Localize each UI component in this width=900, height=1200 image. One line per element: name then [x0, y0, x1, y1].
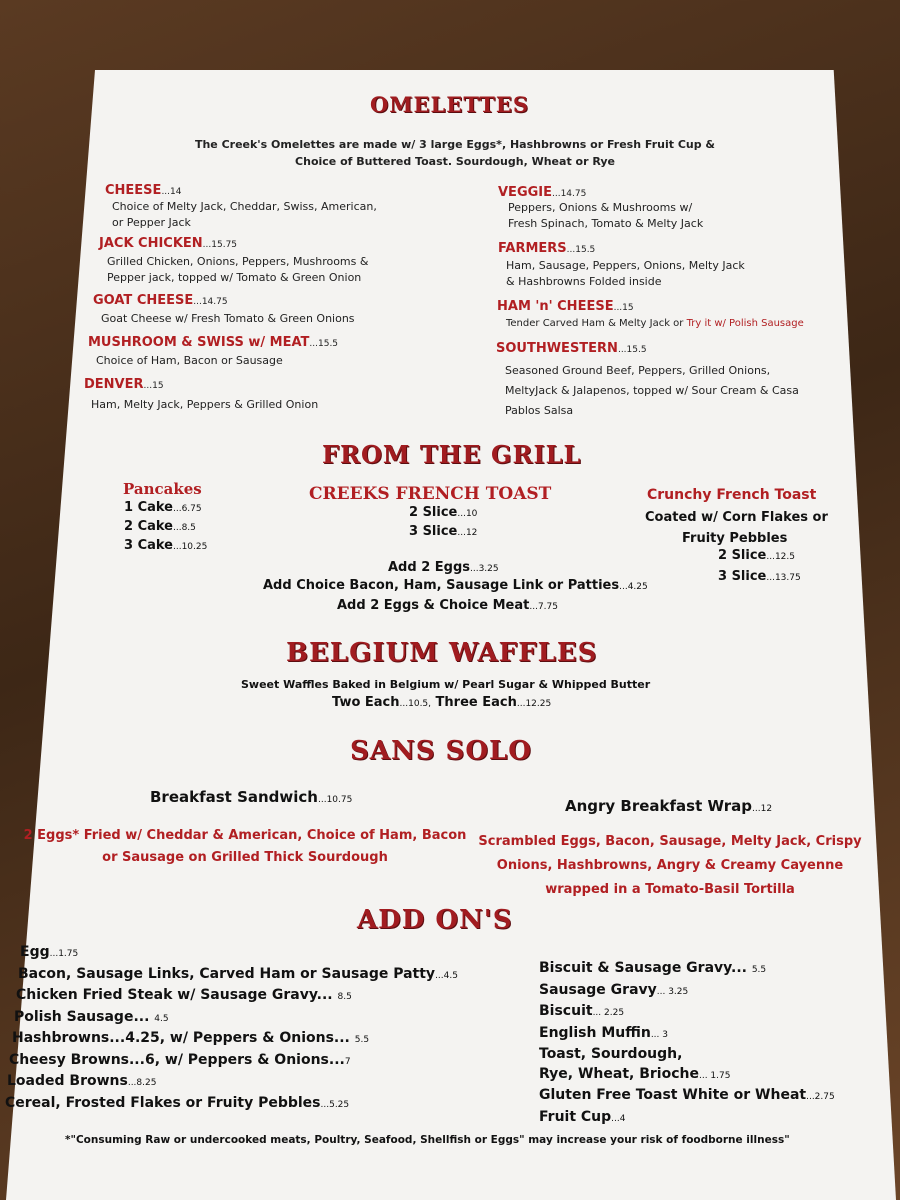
creeks-french-toast-prices: 2 Slice...10 3 Slice...12 [409, 505, 478, 539]
item-goat-cheese-desc: Goat Cheese w/ Fresh Tomato & Green Onions [101, 312, 355, 325]
add-on-item: English Muffin... 3 [539, 1024, 668, 1041]
item-goat-cheese: GOAT CHEESE...14.75 [93, 293, 228, 308]
item-mushroom-swiss-desc: Choice of Ham, Bacon or Sausage [96, 354, 283, 367]
item-mushroom-swiss: MUSHROOM & SWISS w/ MEAT...15.5 [88, 335, 339, 350]
item-cheese-desc: Choice of Melty Jack, Cheddar, Swiss, American, or Pepper Jack [112, 200, 377, 229]
add-on-item: Toast, Sourdough, [539, 1046, 683, 1062]
omelettes-intro-1: The Creek's Omelettes are made w/ 3 large Eggs*, Hashbrowns or Fresh Fruit Cup & [194, 138, 716, 151]
add-ons-right-list [539, 959, 835, 1129]
add-on-item: Polish Sausage... 4.5 [14, 1008, 169, 1025]
add-on-item: Cereal, Frosted Flakes or Fruity Pebbles...5.25 [5, 1094, 350, 1111]
breakfast-sandwich: Breakfast Sandwich...10.75 [150, 788, 353, 806]
angry-breakfast-wrap-desc: Scrambled Eggs, Bacon, Sausage, Melty Jack, Crispy Onions, Hashbrowns, Angry & Creamy Cayenne wrapped in a Tomato-Basil Tortilla [478, 834, 862, 897]
item-ham-n-cheese: HAM 'n' CHEESE...15 [497, 299, 634, 314]
add-on-item: Loaded Browns...8.25 [7, 1073, 157, 1089]
pancakes-prices: 1 Cake...6.75 2 Cake...8.5 3 Cake...10.25 [124, 500, 208, 553]
add-on-item: Biscuit & Sausage Gravy... 5.5 [539, 960, 767, 976]
add-on-item: Gluten Free Toast White or Wheat...2.75 [539, 1087, 835, 1103]
add-on-item: Cheesy Browns...6, w/ Peppers & Onions...7 [9, 1051, 351, 1068]
item-denver-desc: Ham, Melty Jack, Peppers & Grilled Onion [91, 398, 319, 411]
crunchy-french-toast-title: Crunchy French Toast [647, 487, 817, 503]
add-ons-title: ADD ON'S [357, 905, 513, 935]
creeks-french-toast-title: CREEKS FRENCH TOAST [309, 484, 552, 504]
omelettes-intro-2: Choice of Buttered Toast. Sourdough, Wheat or Rye [295, 155, 615, 168]
breakfast-sandwich-desc: 2 Eggs* Fried w/ Cheddar & American, Choice of Ham, Bacon or Sausage on Grilled Thick Sourdough [23, 828, 467, 865]
item-jack-chicken: JACK CHICKEN...15.75 [99, 236, 238, 251]
item-denver: DENVER...15 [84, 377, 164, 392]
angry-breakfast-wrap: Angry Breakfast Wrap...12 [565, 797, 773, 815]
grill-title: FROM THE GRILL [322, 440, 582, 469]
pancakes-title: Pancakes [123, 480, 202, 498]
add-ons-left-list [5, 943, 458, 1115]
item-jack-chicken-desc: Grilled Chicken, Onions, Peppers, Mushrooms & Pepper jack, topped w/ Tomato & Green Onion [107, 255, 369, 284]
waffles-title: BELGIUM WAFFLES [286, 638, 598, 668]
grill-addon-eggs-meat: Add 2 Eggs & Choice Meat...7.75 [337, 598, 558, 613]
sans-solo-title: SANS SOLO [350, 736, 532, 766]
waffles-prices: Two Each...10.5, Three Each...12.25 [332, 695, 552, 710]
item-cheese: CHEESE...14 [105, 183, 182, 198]
add-on-item: Rye, Wheat, Brioche... 1.75 [539, 1065, 731, 1082]
item-veggie: VEGGIE...14.75 [498, 185, 587, 200]
disclaimer: *"Consuming Raw or undercooked meats, Poultry, Seafood, Shellfish or Eggs" may increase your risk of foodborne illness" [65, 1134, 790, 1146]
item-farmers: FARMERS...15.5 [498, 241, 596, 256]
item-veggie-desc: Peppers, Onions & Mushrooms w/ Fresh Spinach, Tomato & Melty Jack [508, 201, 704, 230]
add-on-item: Chicken Fried Steak w/ Sausage Gravy... 8.5 [16, 987, 352, 1003]
add-on-item: Fruit Cup...4 [539, 1108, 626, 1125]
grill-addon-eggs: Add 2 Eggs...3.25 [388, 560, 499, 575]
omelettes-title: OMELETTES [370, 92, 529, 117]
add-on-item: Hashbrowns...4.25, w/ Peppers & Onions... 5.5 [12, 1030, 370, 1046]
add-on-item: Sausage Gravy... 3.25 [539, 981, 689, 998]
grill-addon-meat: Add Choice Bacon, Ham, Sausage Link or Patties...4.25 [263, 578, 648, 593]
add-on-item: Bacon, Sausage Links, Carved Ham or Sausage Patty...4.5 [18, 965, 458, 982]
add-on-item: Egg...1.75 [20, 944, 79, 960]
add-on-item: Biscuit... 2.25 [539, 1003, 625, 1019]
crunchy-french-toast-prices: 2 Slice...12.5 3 Slice...13.75 [718, 548, 801, 584]
crunchy-french-toast-desc: Coated w/ Corn Flakes or Fruity Pebbles [645, 510, 828, 546]
item-ham-n-cheese-desc: Tender Carved Ham & Melty Jack or Try it w/ Polish Sausage [506, 318, 804, 329]
waffles-desc: Sweet Waffles Baked in Belgium w/ Pearl Sugar & Whipped Butter [241, 678, 651, 691]
item-southwestern: SOUTHWESTERN...15.5 [496, 341, 647, 356]
item-farmers-desc: Ham, Sausage, Peppers, Onions, Melty Jack & Hashbrowns Folded inside [506, 259, 745, 288]
item-southwestern-desc: Seasoned Ground Beef, Peppers, Grilled Onions, MeltyJack & Jalapenos, topped w/ Sour Cream & Casa Pablos Salsa [505, 364, 799, 417]
